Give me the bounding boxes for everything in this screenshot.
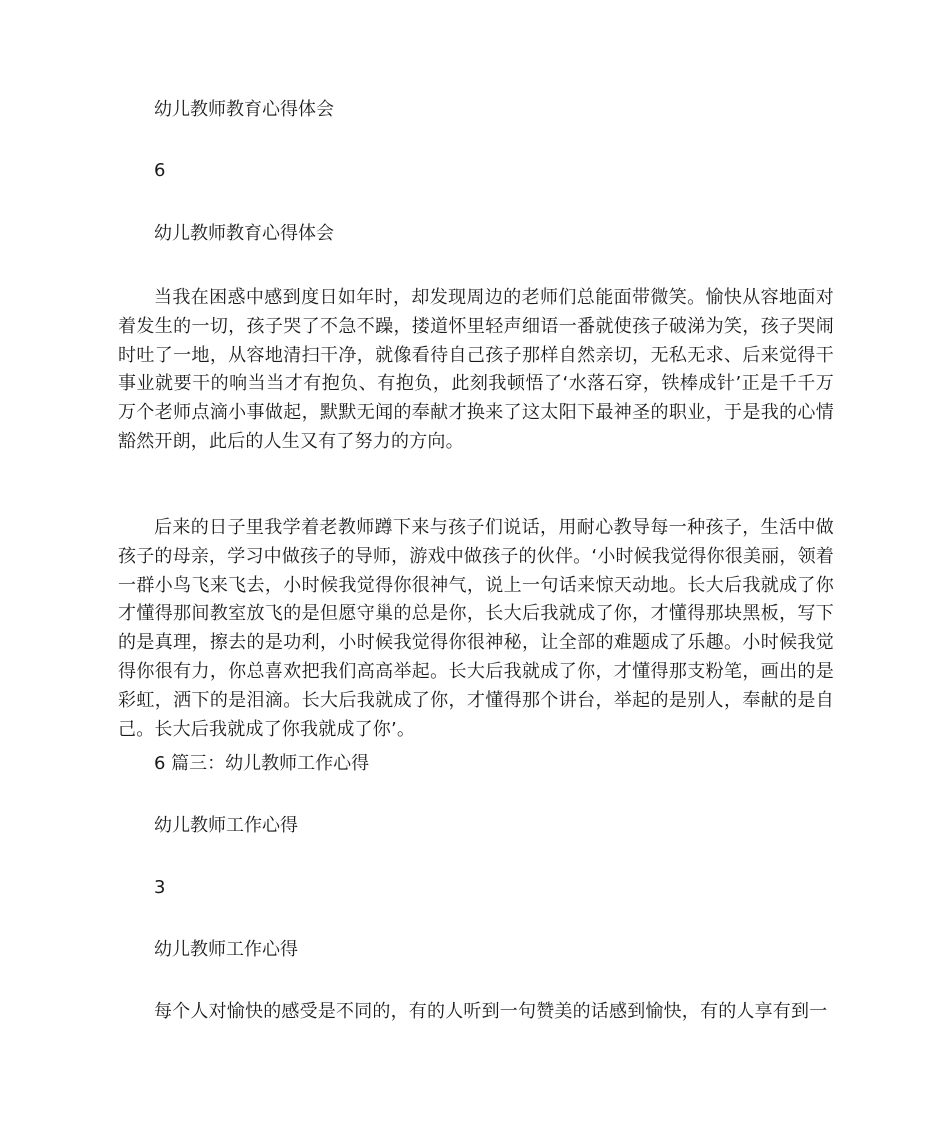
- body-paragraph: 每个人对愉快的感受是不同的，有的人听到一句赞美的话感到愉快，有的人享有到一: [154, 1001, 828, 1022]
- page-number: 3: [154, 877, 166, 898]
- page-number: 6: [154, 160, 166, 181]
- doc-heading: 幼儿教师工作心得: [154, 939, 298, 960]
- body-paragraph: 当我在困惑中感到度日如年时，却发现周边的老师们总能面带微笑。愉快从容地面对着发生的一切，孩子哭了不急不躁，搂道怀里轻声细语一番就使孩子破涕为笑，孩子哭闹时吐了一地，从容地清扫干净，就像看待自己孩子那样自然亲切，无私无求、后来觉得干事业就要干的响当当才有抱负、有抱负，此刻我顿悟了‘水落石穿，铁棒成针’正是千千万万个老师点滴小事做起，默默无闻的奉献才换来了这太阳下最神圣的职业，于是我的心情豁然开朗，此后的人生又有了努力的方向。: [118, 287, 834, 452]
- doc-heading: 幼儿教师教育心得体会: [154, 99, 334, 120]
- body-paragraph: 后来的日子里我学着老教师蹲下来与孩子们说话，用耐心教导每一种孩子，生活中做孩子的母亲，学习中做孩子的导师，游戏中做孩子的伙伴。‘小时候我觉得你很美丽，领着一群小鸟飞来飞去，小时候我觉得你很神气，说上一句话来惊天动地。长大后我就成了你才懂得那间教室放飞的是但愿守巢的总是你，长大后我就成了你，才懂得那块黑板，写下的是真理，擦去的是功利，小时候我觉得你很神秘，让全部的难题成了乐趣。小时候我觉得你很有力，你总喜欢把我们高高举起。长大后我就成了你，才懂得那支粉笔，画出的是彩虹，洒下的是泪滴。长大后我就成了你，才懂得那个讲台，举起的是别人，奉献的是自己。长大后我就成了你我就成了你’。: [118, 517, 834, 740]
- doc-heading: 幼儿教师教育心得体会: [154, 223, 334, 244]
- section-title: 6 篇三：幼儿教师工作心得: [154, 753, 370, 774]
- doc-heading: 幼儿教师工作心得: [154, 815, 298, 836]
